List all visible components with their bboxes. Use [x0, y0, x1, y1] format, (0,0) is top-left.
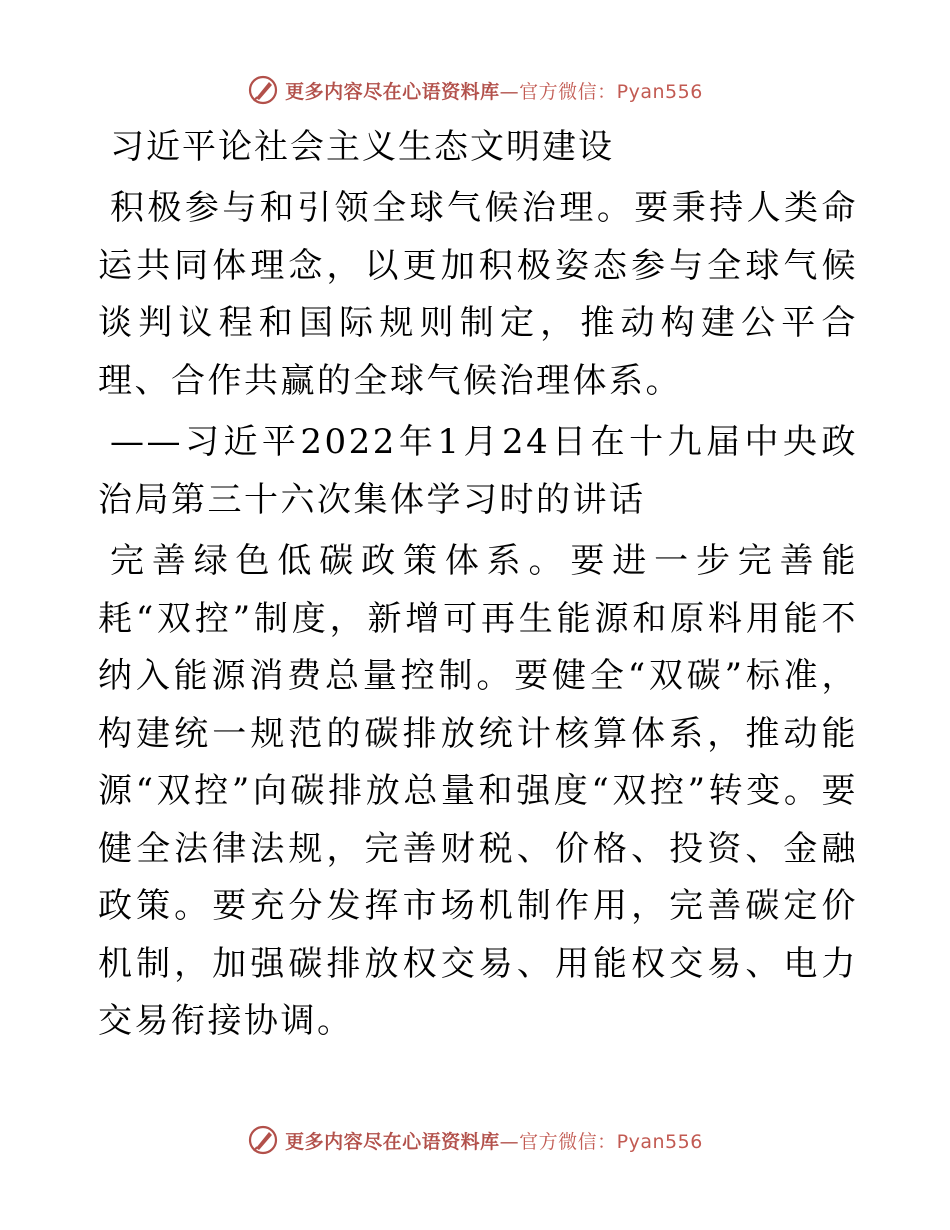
quill-pen-circle-icon — [247, 1124, 279, 1156]
watermark-site-text: 更多内容尽在心语资料库 — [285, 80, 500, 103]
paragraph-text: ——习近平2022年1月24日在十九届中央政治局第三十六次集体学习时的讲话 — [98, 422, 858, 520]
paragraph-text: 积极参与和引领全球气候治理。要秉持人类命运共同体理念，以更加积极姿态参与全球气候谈判议程和国际规则制定，推动构建公平合理、合作共赢的全球气候治理体系。 — [98, 188, 858, 401]
watermark-separator: — — [499, 80, 520, 103]
watermark-text — [285, 1127, 703, 1154]
watermark-site-text: 更多内容尽在心语资料库 — [285, 1130, 500, 1153]
paragraph-green-policy — [98, 533, 858, 1051]
watermark-contact-text: 官方微信：Pyan556 — [519, 80, 703, 103]
quill-pen-circle-icon — [247, 74, 279, 106]
watermark-contact-text: 官方微信：Pyan556 — [519, 1130, 703, 1153]
paragraph-climate-governance — [98, 180, 858, 410]
paragraph-text: 完善绿色低碳政策体系。要进一步完善能耗“双控”制度，新增可再生能源和原料用能不纳入能源消费总量控制。要健全“双碳”标准，构建统一规范的碳排放统计核算体系，推动能源“双控”向碳排放总量和强度“双控”转变。要健全法律法规，完善财税、价格、投资、金融政策。要充分发挥市场机制作用，完善碳定价机制，加强碳排放权交易、用能权交易、电力交易衔接协调。 — [98, 541, 858, 1041]
watermark-text — [285, 77, 703, 104]
paragraph-source-citation — [98, 414, 858, 529]
footer-watermark — [0, 1120, 950, 1160]
document-body — [98, 118, 858, 1055]
watermark-separator: — — [499, 1130, 520, 1153]
header-watermark — [0, 70, 950, 110]
document-title: 习近平论社会主义生态文明建设 — [110, 127, 614, 167]
